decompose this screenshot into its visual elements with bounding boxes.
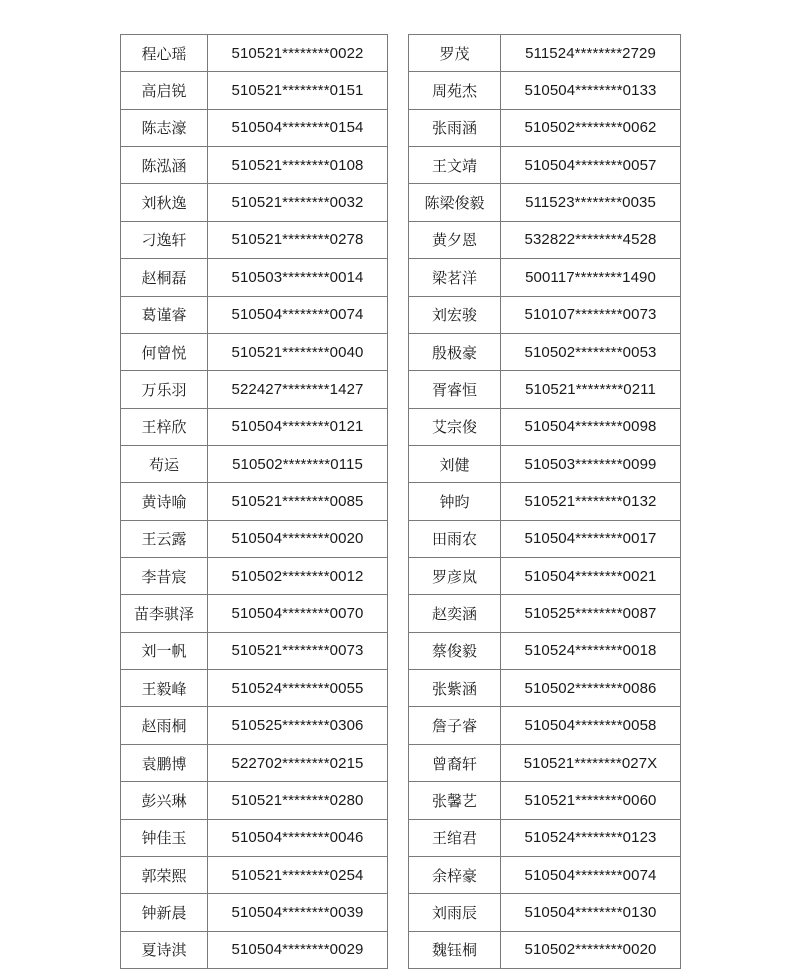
id-number-cell: 510521********0032: [208, 184, 388, 221]
table-row: [409, 184, 681, 221]
student-name-cell: 王云露: [121, 520, 208, 557]
student-name-cell: 王梓欣: [121, 408, 208, 445]
student-name-cell: 黄诗喻: [121, 483, 208, 520]
id-number-cell: 510521********0211: [501, 371, 681, 408]
student-name-cell: 胥睿恒: [409, 371, 501, 408]
table-row: [121, 595, 388, 632]
id-number-cell: 510521********0151: [208, 72, 388, 109]
id-number-cell: 511523********0035: [501, 184, 681, 221]
student-name-cell: 殷极豪: [409, 333, 501, 370]
student-name-cell: 田雨农: [409, 520, 501, 557]
table-row: [409, 744, 681, 781]
table-row: [409, 147, 681, 184]
student-name-cell: 李昔宸: [121, 558, 208, 595]
student-name-cell: 魏钰桐: [409, 931, 501, 968]
table-row: [121, 856, 388, 893]
student-name-cell: 刘秋逸: [121, 184, 208, 221]
table-row: [121, 670, 388, 707]
student-name-cell: 曾裔轩: [409, 744, 501, 781]
table-row: [409, 632, 681, 669]
id-number-cell: 500117********1490: [501, 259, 681, 296]
student-name-cell: 赵雨桐: [121, 707, 208, 744]
id-number-cell: 510525********0306: [208, 707, 388, 744]
roster-body-right: [409, 35, 681, 969]
id-number-cell: 510504********0020: [208, 520, 388, 557]
student-name-cell: 艾宗俊: [409, 408, 501, 445]
id-number-cell: 522427********1427: [208, 371, 388, 408]
student-name-cell: 陈泓涵: [121, 147, 208, 184]
student-name-cell: 蔡俊毅: [409, 632, 501, 669]
student-name-cell: 王文靖: [409, 147, 501, 184]
table-row: [409, 259, 681, 296]
id-number-cell: 510502********0062: [501, 109, 681, 146]
id-number-cell: 510504********0017: [501, 520, 681, 557]
id-number-cell: 510521********0060: [501, 782, 681, 819]
student-name-cell: 郭荣熙: [121, 856, 208, 893]
id-number-cell: 510521********0073: [208, 632, 388, 669]
table-row: [121, 408, 388, 445]
student-name-cell: 万乐羽: [121, 371, 208, 408]
table-row: [121, 520, 388, 557]
id-number-cell: 510521********027X: [501, 744, 681, 781]
table-row: [121, 184, 388, 221]
id-number-cell: 510521********0085: [208, 483, 388, 520]
table-row: [409, 782, 681, 819]
id-number-cell: 510502********0053: [501, 333, 681, 370]
id-number-cell: 510502********0086: [501, 670, 681, 707]
student-name-cell: 罗彦岚: [409, 558, 501, 595]
table-row: [409, 72, 681, 109]
id-number-cell: 510107********0073: [501, 296, 681, 333]
student-name-cell: 钟新晨: [121, 894, 208, 931]
id-number-cell: 510504********0021: [501, 558, 681, 595]
id-number-cell: 510521********0040: [208, 333, 388, 370]
table-row: [121, 931, 388, 968]
student-name-cell: 余梓豪: [409, 856, 501, 893]
id-number-cell: 510521********0254: [208, 856, 388, 893]
table-row: [409, 595, 681, 632]
id-number-cell: 510504********0098: [501, 408, 681, 445]
table-row: [121, 259, 388, 296]
table-row: [409, 333, 681, 370]
id-number-cell: 510504********0074: [208, 296, 388, 333]
id-number-cell: 510504********0039: [208, 894, 388, 931]
table-row: [121, 445, 388, 482]
student-name-cell: 王绾君: [409, 819, 501, 856]
table-row: [121, 371, 388, 408]
student-name-cell: 刘宏骏: [409, 296, 501, 333]
table-row: [409, 819, 681, 856]
id-number-cell: 510504********0133: [501, 72, 681, 109]
table-row: [121, 744, 388, 781]
table-row: [409, 35, 681, 72]
table-row: [121, 632, 388, 669]
student-name-cell: 彭兴琳: [121, 782, 208, 819]
table-row: [409, 371, 681, 408]
student-name-cell: 梁茗洋: [409, 259, 501, 296]
student-name-cell: 葛谨睿: [121, 296, 208, 333]
student-name-cell: 黄夕恩: [409, 221, 501, 258]
table-row: [121, 819, 388, 856]
student-name-cell: 赵奕涵: [409, 595, 501, 632]
student-name-cell: 罗茂: [409, 35, 501, 72]
table-row: [409, 856, 681, 893]
id-number-cell: 511524********2729: [501, 35, 681, 72]
table-row: [409, 296, 681, 333]
table-row: [121, 72, 388, 109]
id-number-cell: 510504********0130: [501, 894, 681, 931]
id-number-cell: 510525********0087: [501, 595, 681, 632]
table-row: [409, 520, 681, 557]
student-name-cell: 何曾悦: [121, 333, 208, 370]
student-name-cell: 刘健: [409, 445, 501, 482]
id-number-cell: 510521********0108: [208, 147, 388, 184]
id-number-cell: 510503********0099: [501, 445, 681, 482]
id-number-cell: 510521********0278: [208, 221, 388, 258]
id-number-cell: 510524********0123: [501, 819, 681, 856]
table-row: [409, 894, 681, 931]
id-number-cell: 510504********0046: [208, 819, 388, 856]
table-row: [121, 333, 388, 370]
id-number-cell: 510524********0018: [501, 632, 681, 669]
table-row: [409, 670, 681, 707]
id-number-cell: 532822********4528: [501, 221, 681, 258]
table-row: [121, 147, 388, 184]
table-row: [409, 931, 681, 968]
table-row: [121, 483, 388, 520]
student-name-cell: 张雨涵: [409, 109, 501, 146]
id-number-cell: 510504********0121: [208, 408, 388, 445]
roster-table-right: [408, 34, 681, 969]
student-name-cell: 刘一帆: [121, 632, 208, 669]
student-name-cell: 周苑杰: [409, 72, 501, 109]
table-row: [409, 221, 681, 258]
id-number-cell: 510502********0115: [208, 445, 388, 482]
student-name-cell: 程心瑶: [121, 35, 208, 72]
id-number-cell: 510504********0154: [208, 109, 388, 146]
id-number-cell: 510503********0014: [208, 259, 388, 296]
roster-body-left: [121, 35, 388, 969]
table-row: [409, 445, 681, 482]
id-number-cell: 510504********0074: [501, 856, 681, 893]
student-name-cell: 张紫涵: [409, 670, 501, 707]
student-name-cell: 陈志濠: [121, 109, 208, 146]
table-row: [409, 483, 681, 520]
table-row: [121, 296, 388, 333]
student-name-cell: 赵桐磊: [121, 259, 208, 296]
student-name-cell: 苟运: [121, 445, 208, 482]
id-number-cell: 510504********0058: [501, 707, 681, 744]
id-number-cell: 510521********0132: [501, 483, 681, 520]
id-number-cell: 522702********0215: [208, 744, 388, 781]
table-row: [121, 707, 388, 744]
student-name-cell: 刁逸轩: [121, 221, 208, 258]
student-name-cell: 王毅峰: [121, 670, 208, 707]
table-row: [121, 782, 388, 819]
id-number-cell: 510504********0070: [208, 595, 388, 632]
student-name-cell: 陈梁俊毅: [409, 184, 501, 221]
student-name-cell: 高启锐: [121, 72, 208, 109]
id-number-cell: 510502********0020: [501, 931, 681, 968]
student-name-cell: 张馨艺: [409, 782, 501, 819]
table-row: [121, 221, 388, 258]
table-row: [121, 35, 388, 72]
id-number-cell: 510521********0280: [208, 782, 388, 819]
id-number-cell: 510521********0022: [208, 35, 388, 72]
table-row: [121, 894, 388, 931]
student-name-cell: 詹子睿: [409, 707, 501, 744]
id-number-cell: 510524********0055: [208, 670, 388, 707]
table-row: [409, 558, 681, 595]
table-row: [409, 707, 681, 744]
student-name-cell: 袁鹏博: [121, 744, 208, 781]
table-row: [121, 109, 388, 146]
student-name-cell: 钟昀: [409, 483, 501, 520]
student-name-cell: 夏诗淇: [121, 931, 208, 968]
id-number-cell: 510504********0057: [501, 147, 681, 184]
student-name-cell: 钟佳玉: [121, 819, 208, 856]
student-name-cell: 刘雨辰: [409, 894, 501, 931]
id-number-cell: 510504********0029: [208, 931, 388, 968]
table-row: [121, 558, 388, 595]
table-row: [409, 109, 681, 146]
table-row: [409, 408, 681, 445]
roster-table-left: [120, 34, 388, 969]
id-number-cell: 510502********0012: [208, 558, 388, 595]
student-name-cell: 苗李骐泽: [121, 595, 208, 632]
